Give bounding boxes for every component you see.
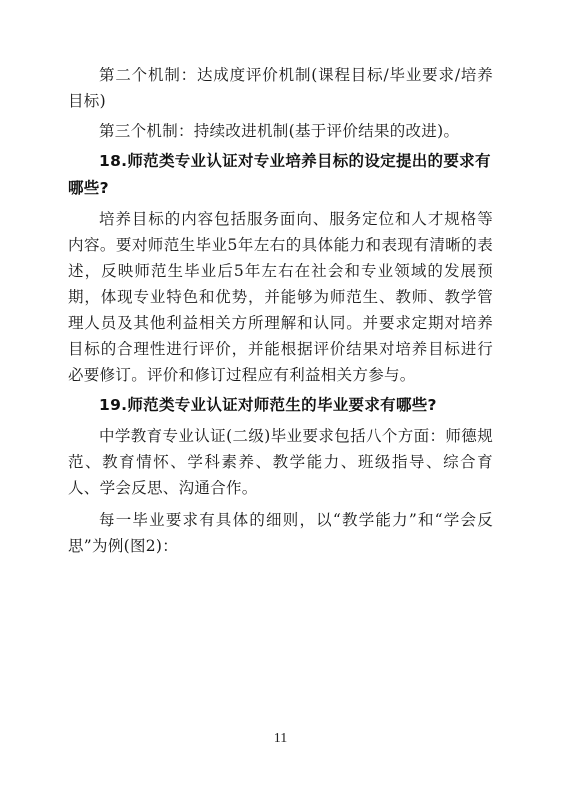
heading-question-18: 18.师范类专业认证对专业培养目标的设定提出的要求有哪些?	[68, 152, 491, 197]
paragraph-question-18-answer: 培养目标的内容包括服务面向、服务定位和人才规格等内容。要对师范生毕业5年左右的具体能力和表现有清晰的表述，反映师范生毕业后5年左右在社会和专业领域的发展预期，体现专业特色和优势，并能够为师范生、教师、教学管理人员及其他利益相关方所理解和认同。并要求定期对培养目标的合理性进行评价，并能根据评价结果对培养目标进行必要修订。评价和修订过程应有利益相关方参与。	[68, 210, 493, 384]
heading-question-19: 19.师范类专业认证对师范生的毕业要求有哪些?	[99, 396, 437, 414]
paragraph-question-19-answer: 中学教育专业认证(二级)毕业要求包括八个方面：师德规范、教育情怀、学科素养、教学能力、班级指导、综合育人、学会反思、沟通合作。	[68, 427, 493, 497]
page-content	[68, 62, 493, 559]
paragraph-mechanism-2: 第二个机制：达成度评价机制(课程目标/毕业要求/培养目标)	[68, 66, 493, 110]
paragraph-question-19-example: 每一毕业要求有具体的细则，以“教学能力”和“学会反思”为例(图2)：	[68, 511, 493, 555]
paragraph-mechanism-3: 第三个机制：持续改进机制(基于评价结果的改进)。	[99, 122, 460, 140]
page-number: 11	[273, 731, 288, 746]
